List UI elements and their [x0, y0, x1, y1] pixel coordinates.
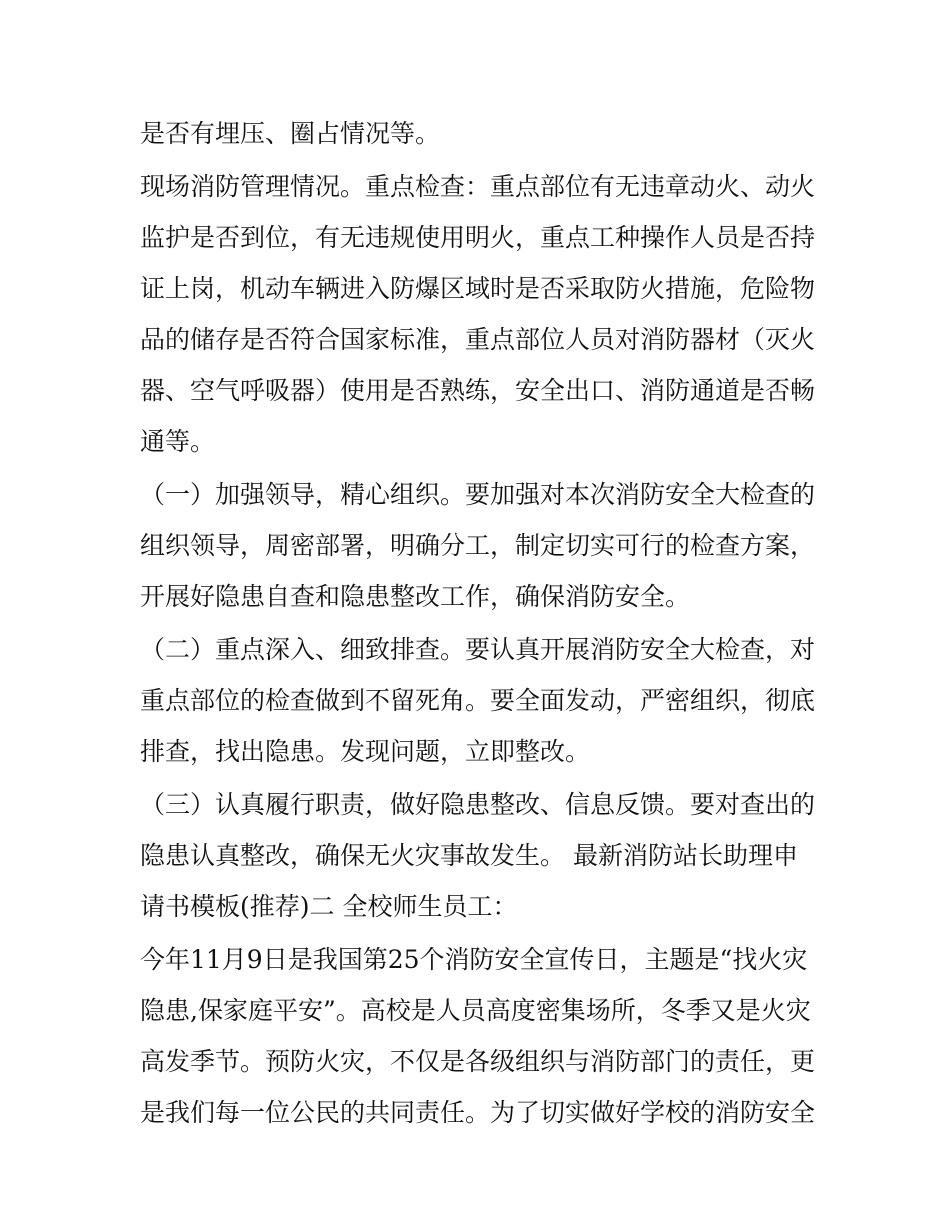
- text-line: 是否有埋压、圈占情况等。: [140, 119, 441, 148]
- text-line: 现场消防管理情况。重点检查：重点部位有无违章动火、动火: [140, 172, 816, 201]
- text-line: 高发季节。预防火灾，不仅是各级组织与消防部门的责任，更: [140, 1047, 816, 1076]
- text-line: （三）认真履行职责，做好隐患整改、信息反馈。要对查出的: [140, 790, 816, 819]
- text-line: 请书模板(推荐)二 全校师生员工：: [140, 892, 518, 921]
- paragraph-6: [140, 934, 820, 1138]
- paragraph-5: [140, 779, 820, 932]
- text-line: 重点部位的检查做到不留死角。要全面发动，严密组织，彻底: [140, 686, 816, 715]
- text-line: （一）加强领导，精心组织。要加强对本次消防安全大检查的: [140, 480, 816, 509]
- text-line: 隐患,保家庭平安”。高校是人员高度密集场所，冬季又是火灾: [140, 996, 811, 1025]
- paragraph-4: [140, 624, 820, 777]
- text-line: 排查，找出隐患。发现问题，立即整改。: [140, 737, 591, 766]
- text-line: 组织领导，周密部署，明确分工，制定切实可行的检查方案，: [140, 531, 816, 560]
- text-line: 是我们每一位公民的共同责任。为了切实做好学校的消防安全: [140, 1098, 816, 1127]
- text-line: 品的储存是否符合国家标准，重点部位人员对消防器材（灭火: [140, 325, 816, 354]
- text-line: 监护是否到位，有无违规使用明火，重点工种操作人员是否持: [140, 223, 816, 252]
- text-line: 今年11月9日是我国第25个消防安全宣传日，主题是“找火灾: [140, 945, 808, 974]
- paragraph-3: [140, 469, 820, 622]
- paragraph-2: [140, 161, 820, 467]
- text-line: （二）重点深入、细致排查。要认真开展消防安全大检查，对: [140, 635, 816, 664]
- text-line: 通等。: [140, 427, 216, 456]
- paragraph-1: [140, 108, 820, 159]
- text-line: 开展好隐患自查和隐患整改工作，确保消防安全。: [140, 582, 691, 611]
- text-line: 器、空气呼吸器）使用是否熟练，安全出口、消防通道是否畅: [140, 376, 816, 405]
- text-line: 隐患认真整改，确保无火灾事故发生。 最新消防站长助理申: [140, 841, 798, 870]
- document-body: [140, 108, 820, 1140]
- text-line: 证上岗，机动车辆进入防爆区域时是否采取防火措施，危险物: [140, 274, 816, 303]
